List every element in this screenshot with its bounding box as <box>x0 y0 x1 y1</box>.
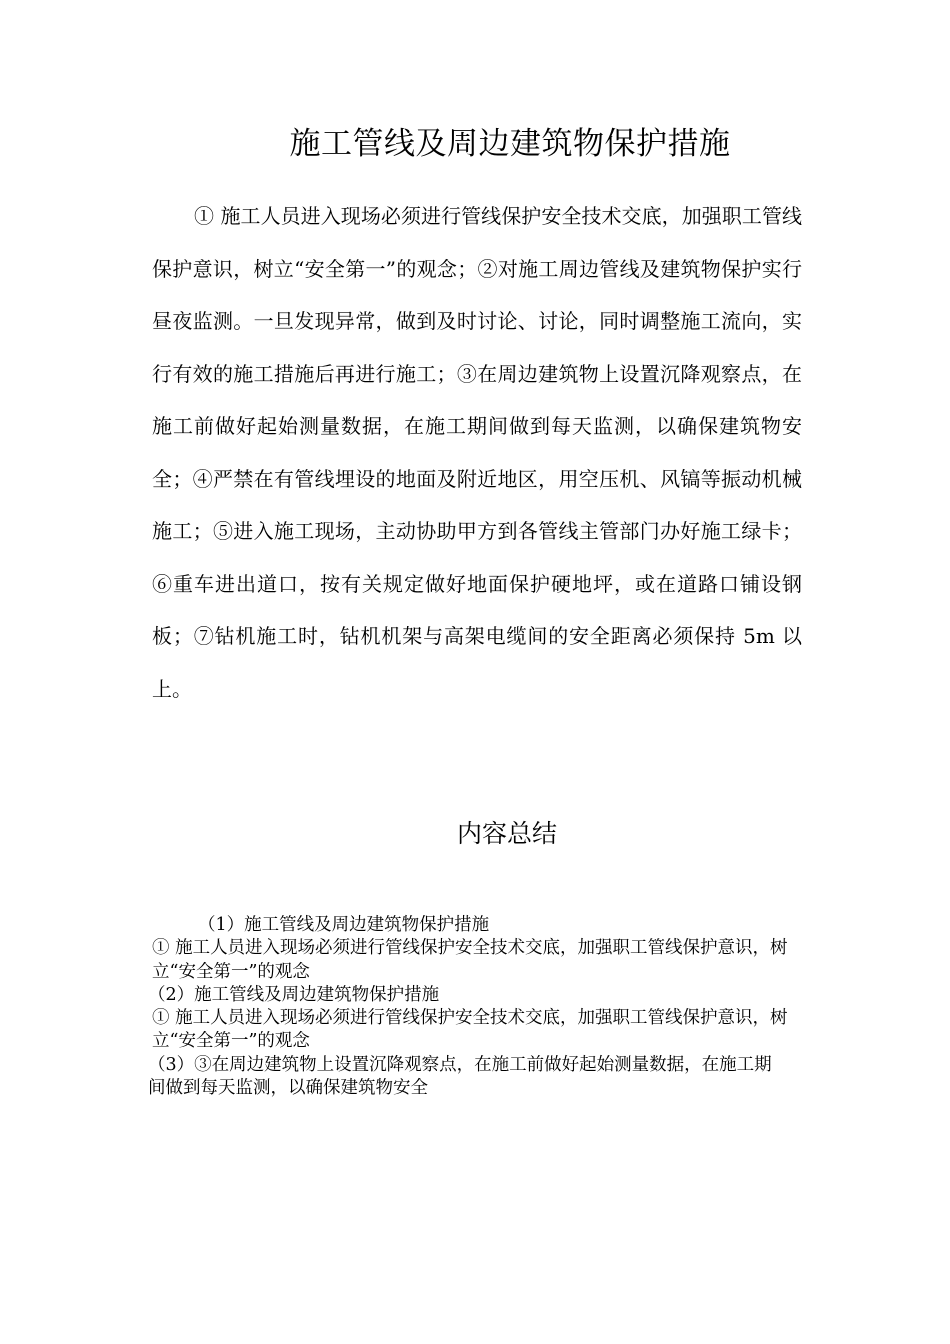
summary-item-3-heading: （3）③在周边建筑物上设置沉降观察点，在施工前做好起始测量数据，在施工期间做到每天监测，以确保建筑物安全 <box>148 1054 772 1099</box>
summary-item-1-heading: （1）施工管线及周边建筑物保护措施 <box>198 915 490 935</box>
summary-item-2-text: ① 施工人员进入现场必须进行管线保护安全技术交底，加强职工管线保护意识，树立“安全第一”的观念 <box>152 1008 788 1052</box>
summary-item-2-heading: （2）施工管线及周边建筑物保护措施 <box>148 984 440 1005</box>
document-title: 施工管线及周边建筑物保护措施 <box>289 126 731 162</box>
document-body-paragraph: ① 施工人员进入现场必须进行管线保护安全技术交底，加强职工管线保护意识，树立“安全第一”的观念；②对施工周边管线及建筑物保护实行昼夜监测。一旦发现异常，做到及时讨论、讨论，同时调整施工流向，实行有效的施工措施后再进行施工；③在周边建筑物上设置沉降观察点，在施工前做好起始测量数据，在施工期间做到每天监测，以确保建筑物安全；④严禁在有管线埋设的地面及附近地区，用空压机、风镐等振动机械施工；⑤进入施工现场，主动协助甲方到各管线主管部门办好施工绿卡；⑥重车进出道口，按有关规定做好地面保护硬地坪，或在道路口铺设钢板；⑦钻机施工时，钻机机架与高架电缆间的安全距离必须保持 5m 以上。 <box>152 204 802 701</box>
summary-title: 内容总结 <box>456 819 557 848</box>
summary-item-1-text: ① 施工人员进入现场必须进行管线保护安全技术交底，加强职工管线保护意识，树立“安全第一”的观念 <box>152 938 788 982</box>
summary-section <box>148 914 802 1100</box>
